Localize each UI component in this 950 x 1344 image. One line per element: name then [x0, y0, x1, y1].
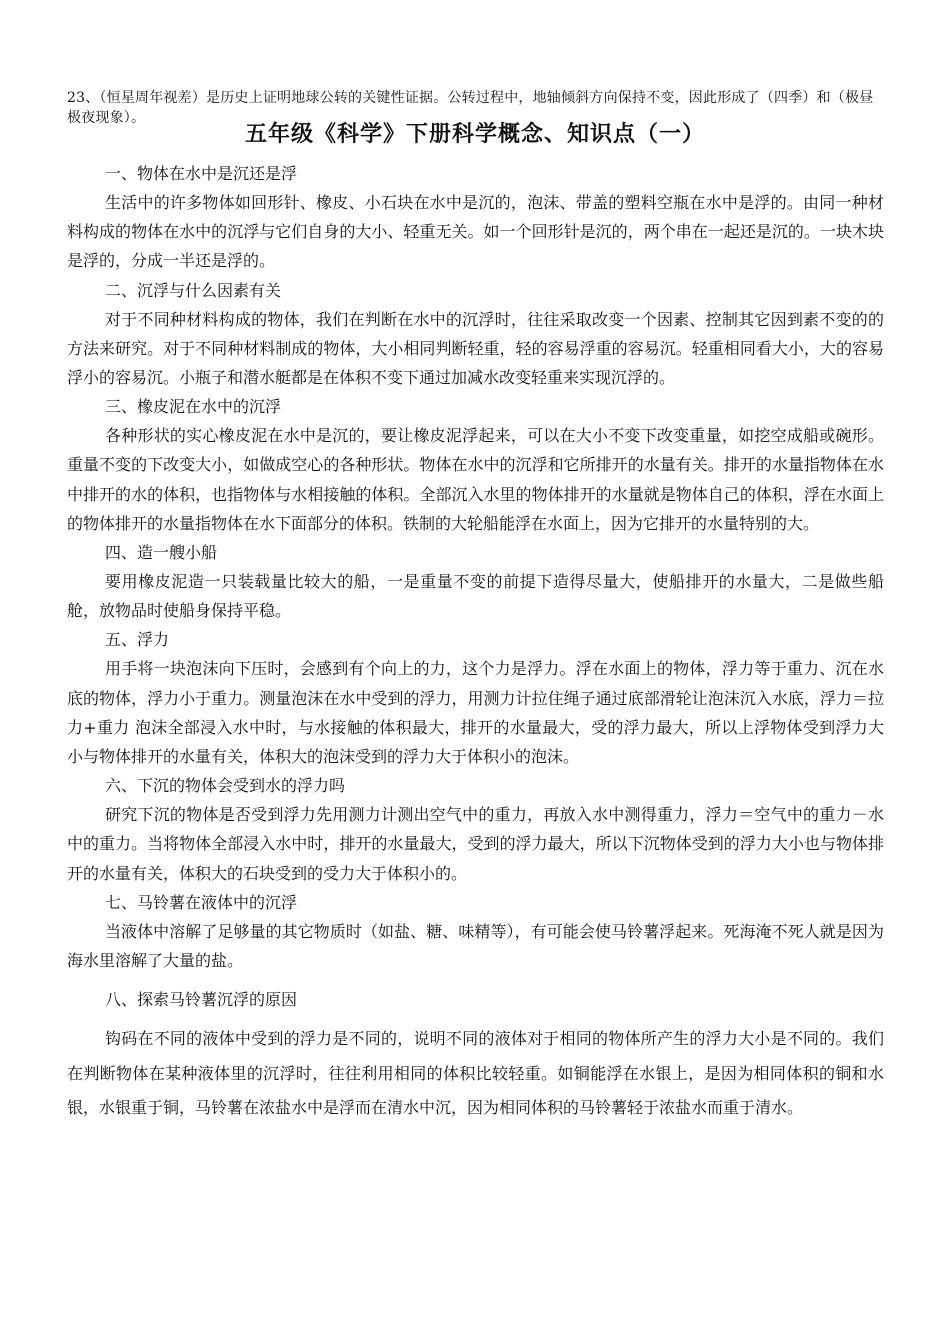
section-heading: 四、造一艘小船	[105, 543, 218, 563]
section-4	[67, 538, 884, 625]
section-heading: 七、马铃薯在液体中的沉浮	[105, 892, 298, 912]
section-paragraph: 生活中的许多物体如回形针、橡皮、小石块在水中是沉的，泡沫、带盖的塑料空瓶在水中是浮的。由同一种材料构成的物体在水中的沉浮与它们自身的大小、轻重无关。如一个回形针是沉的，两个串在一起还是沉的。一块木块是浮的，分成一半还是浮的。	[67, 193, 884, 271]
top-note: 23、（恒星周年视差）是历史上证明地球公转的关键性证据。公转过程中，地轴倾斜方向保持不变，因此形成了（四季）和（极昼极夜现象）。	[67, 90, 874, 126]
section-heading: 五、浮力	[105, 630, 170, 650]
section-heading: 二、沉浮与什么因素有关	[105, 280, 282, 300]
section-paragraph: 用手将一块泡沫向下压时，会感到有个向上的力，这个力是浮力。浮在水面上的物体，浮力等于重力、沉在水底的物体，浮力小于重力。测量泡沫在水中受到的浮力，用测力计拉住绳子通过底部滑轮让泡沫沉入水底，浮力＝拉力+重力 泡沫全部浸入水中时，与水接触的体积最大，排开的水量最大，受的浮力最大，所以上浮物体受到浮力大小与物体排开的水量有关，体积大的泡沫受到的浮力大于体积小的泡沫。	[67, 659, 884, 767]
section-paragraph: 各种形状的实心橡皮泥在水中是沉的，要让橡皮泥浮起来，可以在大小不变下改变重量，如挖空成船或碗形。重量不变的下改变大小，如做成空心的各种形状。物体在水中的沉浮和它所排开的水量有关。排开的水量指物体在水中排开的水的体积，也指物体与水相接触的体积。全部沉入水里的物体排开的水量就是物体自己的体积，浮在水面上的物体排开的水量指物体在水下面部分的体积。铁制的大轮船能浮在水面上，因为它排开的水量特别的大。	[67, 426, 884, 533]
section-paragraph: 当液体中溶解了足够量的其它物质时（如盐、糖、味精等），有可能会使马铃薯浮起来。死海淹不死人就是因为海水里溶解了大量的盐。	[67, 921, 884, 971]
section-7	[67, 888, 884, 975]
document-body	[67, 159, 884, 1126]
section-3	[67, 392, 884, 538]
section-heading: 一、物体在水中是沉还是浮	[105, 164, 298, 183]
section-paragraph: 要用橡皮泥造一只装载量比较大的船，一是重量不变的前提下造得尽量大，使船排开的水量大，二是做些船舱，放物品时使船身保持平稳。	[67, 572, 884, 621]
section-5	[67, 625, 884, 771]
section-paragraph: 钩码在不同的液体中受到的浮力是不同的，说明不同的液体对于相同的物体所产生的浮力大小是不同的。我们在判断物体在某种液体里的沉浮时，往往利用相同的体积比较轻重。如铜能浮在水银上，是因为相同体积的铜和水银，水银重于铜，马铃薯在浓盐水中是浮而在清水中沉，因为相同体积的马铃薯轻于浓盐水而重于清水。	[67, 1029, 884, 1118]
section-1	[67, 159, 884, 276]
section-paragraph: 研究下沉的物体是否受到浮力先用测力计测出空气中的重力，再放入水中测得重力，浮力＝空气中的重力－水中的重力。当将物体全部浸入水中时，排开的水量最大，受到的浮力最大，所以下沉物体受到的浮力大小也与物体排开的水量有关，体积大的石块受到的受力大于体积小的。	[67, 805, 884, 883]
section-6	[67, 771, 884, 888]
page-title: 五年级《科学》下册科学概念、知识点（一）	[244, 122, 705, 147]
section-heading: 八、探索马铃薯沉浮的原因	[105, 990, 298, 1010]
section-heading: 六、下沉的物体会受到水的浮力吗	[105, 776, 346, 796]
section-paragraph: 对于不同种材料构成的物体，我们在判断在水中的沉浮时，往往采取改变一个因素、控制其它因到素不变的的方法来研究。对于不同种材料制成的物体，大小相同判断轻重，轻的容易浮重的容易沉。轻重相同看大小，大的容易浮小的容易沉。小瓶子和潜水艇都是在体积不变下通过加减水改变轻重来实现沉浮的。	[67, 309, 884, 388]
section-heading: 三、橡皮泥在水中的沉浮	[105, 397, 282, 417]
section-2	[67, 276, 884, 393]
section-8	[67, 985, 884, 1126]
